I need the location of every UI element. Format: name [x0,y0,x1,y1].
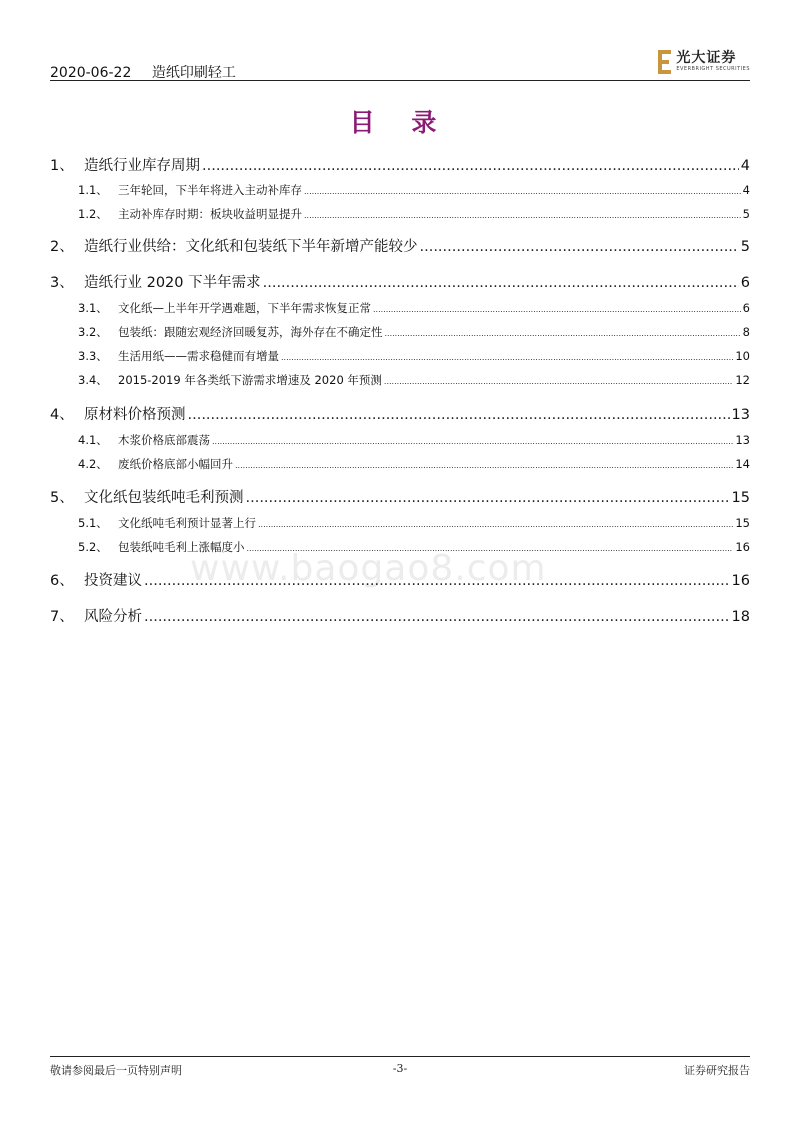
toc-entry-number: 5、 [50,490,74,506]
toc-entry[interactable] [78,182,750,198]
toc-dot-leader [202,158,739,174]
toc-entry-page[interactable]: 16 [735,540,750,554]
toc-dot-leader [144,573,730,589]
toc-dot-leader [258,520,733,529]
header-divider [50,80,750,81]
report-type: 证券研究报告 [684,1064,750,1077]
toc-dot-leader [304,187,741,196]
disclaimer-note: 敬请参阅最后一页特别声明 [50,1064,182,1077]
toc-entry-page[interactable]: 5 [740,239,750,255]
toc-dot-leader [385,329,741,338]
header-meta [50,62,252,82]
toc-entry-number: 5.1、 [78,516,108,530]
toc-entry-number: 3.2、 [78,325,108,339]
toc-entry-page[interactable]: 5 [742,207,750,221]
toc-entry[interactable] [78,539,750,555]
toc-entry-page[interactable]: 12 [735,373,750,387]
everbright-logo-icon [658,50,672,74]
toc-entry-title[interactable]: 文化纸包装纸吨毛利预测 [84,490,244,506]
toc-entry-number: 7、 [50,609,74,625]
toc-entry-title[interactable]: 原材料价格预测 [84,407,186,423]
toc-entry-number: 1、 [50,158,74,174]
toc-dot-leader [304,211,741,220]
toc-entry-title[interactable]: 包装纸吨毛利上涨幅度小 [118,540,245,554]
toc-entry[interactable] [50,486,750,506]
toc-entry-number: 1.1、 [78,183,108,197]
toc-entry-title[interactable]: 风险分析 [84,609,142,625]
toc-entry-number: 4.2、 [78,457,108,471]
report-sector: 造纸印刷轻工 [151,65,236,81]
toc-entry-page[interactable]: 15 [731,490,750,506]
toc-entry[interactable] [78,372,750,388]
toc-dot-leader [247,544,734,553]
page-number: -3- [392,1062,408,1075]
toc-entry-number: 3、 [50,275,74,291]
watermark: www.baogao8.com [190,548,547,589]
toc-entry-title[interactable]: 包装纸：跟随宏观经济回暖复苏，海外存在不确定性 [118,325,383,339]
toc-dot-leader [281,353,733,362]
toc-entry-page[interactable]: 6 [740,275,750,291]
toc-entry-number: 5.2、 [78,540,108,554]
toc-entry-title[interactable]: 木浆价格底部震荡 [118,433,210,447]
toc-entry-page[interactable]: 18 [731,609,750,625]
toc-entry-title[interactable]: 造纸行业 2020 下半年需求 [84,275,261,291]
report-date: 2020-06-22 [50,65,132,81]
toc-entry-title[interactable]: 2015-2019 年各类纸下游需求增速及 2020 年预测 [118,373,382,387]
footer-divider [50,1056,750,1057]
toc-entry-page[interactable]: 8 [742,325,750,339]
logo-chinese-name: 光大证券 [676,50,737,66]
toc-entry-page[interactable]: 4 [740,158,750,174]
toc-entry[interactable] [50,154,750,174]
toc-entry[interactable] [50,235,750,255]
toc-entry-title[interactable]: 三年轮回，下半年将进入主动补库存 [118,183,302,197]
toc-dot-leader [246,490,730,506]
toc-dot-leader [384,377,733,386]
toc-entry[interactable] [50,569,750,589]
logo-english-name: EVERBRIGHT SECURITIES [676,66,750,72]
toc-entry-page[interactable]: 15 [735,516,750,530]
toc-entry-page[interactable]: 16 [731,573,750,589]
toc-entry-number: 3.3、 [78,349,108,363]
page-header [50,46,750,80]
toc-entry[interactable] [50,271,750,291]
toc-entry-title[interactable]: 造纸行业库存周期 [84,158,200,174]
toc-entry-page[interactable]: 6 [742,301,750,315]
toc-entry-title[interactable]: 投资建议 [84,573,142,589]
toc-entry-number: 4.1、 [78,433,108,447]
toc-entry[interactable] [50,403,750,423]
toc-entry-page[interactable]: 4 [742,183,750,197]
toc-entry[interactable] [78,324,750,340]
toc-entry-number: 2、 [50,239,74,255]
toc-entry[interactable] [50,605,750,625]
toc-entry-number: 6、 [50,573,74,589]
toc-entry-title[interactable]: 文化纸—上半年开学遇难题，下半年需求恢复正常 [118,301,371,315]
toc-entry-number: 3.1、 [78,301,108,315]
toc-entry-page[interactable]: 14 [735,457,750,471]
toc-dot-leader [235,461,733,470]
toc-dot-leader [144,609,730,625]
toc-entry[interactable] [78,515,750,531]
toc-entry-page[interactable]: 13 [731,407,750,423]
toc-entry-number: 1.2、 [78,207,108,221]
toc-dot-leader [263,275,739,291]
toc-entry-title[interactable]: 造纸行业供给：文化纸和包装纸下半年新增产能较少 [84,239,418,255]
toc-entry[interactable] [78,348,750,364]
everbright-logo [658,50,750,74]
toc-entry-title[interactable]: 废纸价格底部小幅回升 [118,457,233,471]
toc-entry-page[interactable]: 13 [735,433,750,447]
toc-entry-title[interactable]: 文化纸吨毛利预计显著上行 [118,516,256,530]
toc-dot-leader [420,239,739,255]
toc-entry[interactable] [78,300,750,316]
toc-dot-leader [212,437,733,446]
toc-entry-title[interactable]: 主动补库存时期：板块收益明显提升 [118,207,302,221]
toc-entry[interactable] [78,206,750,222]
toc-entry-title[interactable]: 生活用纸——需求稳健而有增量 [118,349,279,363]
toc-entry[interactable] [78,456,750,472]
toc-title: 目 录 [349,108,451,137]
toc-dot-leader [188,407,730,423]
toc-dot-leader [373,305,741,314]
toc-entry-number: 4、 [50,407,74,423]
toc-entry-page[interactable]: 10 [735,349,750,363]
toc-entry-number: 3.4、 [78,373,108,387]
toc-entry[interactable] [78,432,750,448]
